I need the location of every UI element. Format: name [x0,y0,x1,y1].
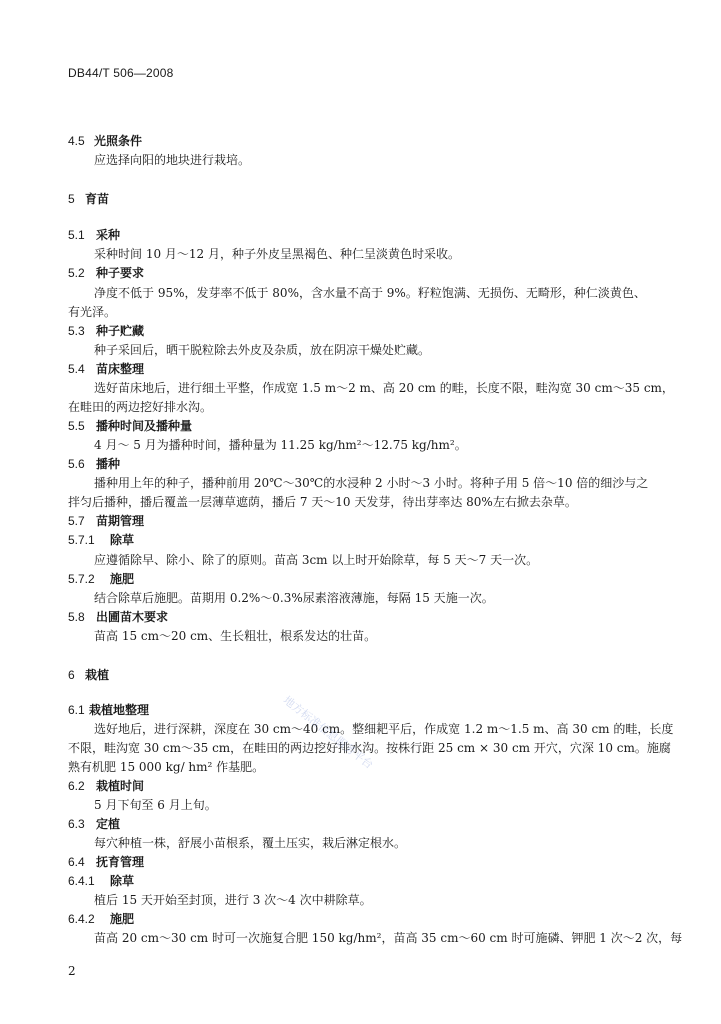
paragraph-text: 每穴种植一株，舒展小苗根系，覆土压实，栽后淋定根水。 [94,836,407,850]
section-number: 5.7.1 [68,533,95,547]
paragraph [0,890,721,910]
section-5-8-heading [0,607,721,627]
section-5-3-heading [0,321,721,341]
section-number: 5.1 [68,228,85,242]
section-number: 6.1 [68,703,85,717]
paragraph-text: 净度不低于 95%，发芽率不低于 80%，含水量不高于 9%。籽粒饱满、无损伤、无畸形，种仁淡黄色、 [94,286,646,300]
section-6-4-1-heading [0,871,721,891]
paragraph-text: 选好苗床地后，进行细土平整，作成宽 1.5 m～2 m、高 20 cm 的畦，长度不限，畦沟宽 30 cm～35 cm， [94,381,674,395]
standard-code: DB44/T 506—2008 [68,66,174,80]
chapter-number: 5 [68,192,75,206]
paragraph-text: 应遵循除早、除小、除了的原则。苗高 3cm 以上时开始除草，每 5 天～7 天一次。 [94,553,539,567]
section-title: 苗期管理 [96,514,145,528]
section-6-4-heading [0,852,721,872]
section-title: 栽植地整理 [89,703,150,717]
section-6-1-heading [0,700,721,720]
paragraph-text: 结合除草后施肥。苗期用 0.2%～0.3%尿素溶液薄施，每隔 15 天施一次。 [94,591,494,605]
section-5-5-heading [0,416,721,436]
paragraph [0,588,721,608]
section-number: 6.4.1 [68,874,95,888]
section-title: 栽植时间 [96,779,145,793]
section-number: 5.2 [68,266,85,280]
section-5-6-heading [0,454,721,474]
section-5-7-2-heading [0,569,721,589]
paragraph-text: 播种用上年的种子，播种前用 20℃～30℃的水浸种 2 小时～3 小时。将种子用 5 倍～10 倍的细沙与之 [94,476,649,490]
paragraph-text: 应选择向阳的地块进行栽培。 [94,153,251,167]
paragraph-text: 4 月～ 5 月为播种时间，播种量为 11.25 kg/hm²～12.75 kg/hm²。 [94,438,467,452]
section-title: 施肥 [110,912,135,926]
page-number: 2 [68,964,76,978]
section-title: 播种时间及播种量 [96,419,193,433]
section-title: 种子要求 [96,266,145,280]
paragraph-text: 拌匀后播种，播后覆盖一层薄草遮荫，播后 7 天～10 天发芽，待出芽率达 80%左右掀去杂草。 [68,495,577,509]
section-4-5-heading [0,131,721,151]
section-title: 光照条件 [94,134,143,148]
paragraph-line [0,302,721,322]
paragraph [0,928,721,948]
section-title: 采种 [96,228,121,242]
chapter-title: 育苗 [85,192,110,206]
section-title: 除草 [110,874,135,888]
paragraph-text: 不限，畦沟宽 30 cm～35 cm，在畦田的两边挖好排水沟。按株行距 25 cm × 30 cm 开穴，穴深 10 cm。施腐 [68,741,671,755]
section-title: 施肥 [110,572,135,586]
paragraph [0,150,721,170]
section-number: 6.4.2 [68,912,95,926]
section-number: 6.4 [68,855,85,869]
watermark: 地方标准信息服务平台 [280,693,376,772]
paragraph-text: 选好地后，进行深耕，深度在 30 cm～40 cm。整细耙平后，作成宽 1.2 m～1.5 m、高 30 cm 的畦，长度 [94,722,674,736]
section-title: 播种 [96,457,121,471]
section-5-7-heading [0,511,721,531]
chapter-6-heading [0,665,721,685]
section-5-2-heading [0,263,721,283]
section-title: 种子贮藏 [96,324,145,338]
paragraph [0,550,721,570]
section-title: 除草 [110,533,135,547]
paragraph [0,244,721,264]
paragraph-text: 种子采回后，晒干脱粒除去外皮及杂质，放在阴凉干燥处贮藏。 [94,343,431,357]
section-number: 4.5 [68,134,85,148]
section-5-7-1-heading [0,530,721,550]
section-number: 5.6 [68,457,85,471]
paragraph [0,626,721,646]
section-title: 苗床整理 [96,362,145,376]
chapter-number: 6 [68,668,75,682]
section-5-1-heading [0,225,721,245]
section-title: 出圃苗木要求 [96,610,169,624]
paragraph-line [0,473,721,493]
section-5-4-heading [0,359,721,379]
paragraph-text: 在畦田的两边挖好排水沟。 [68,400,213,414]
paragraph-text: 苗高 20 cm～30 cm 时可一次施复合肥 150 kg/hm²，苗高 35 cm～60 cm 时可施磷、钾肥 1 次～2 次，每 [94,931,683,945]
paragraph [0,795,721,815]
paragraph-text: 植后 15 天开始至封顶，进行 3 次～4 次中耕除草。 [94,893,372,907]
section-title: 定植 [96,817,121,831]
paragraph-line [0,492,721,512]
section-number: 6.3 [68,817,85,831]
paragraph-line [0,378,721,398]
paragraph-text: 有光泽。 [68,305,117,319]
section-number: 6.2 [68,779,85,793]
chapter-title: 栽植 [85,668,110,682]
section-title: 抚育管理 [96,855,145,869]
paragraph [0,435,721,455]
section-6-2-heading [0,776,721,796]
paragraph-text: 苗高 15 cm～20 cm、生长粗壮，根系发达的壮苗。 [94,629,377,643]
section-number: 5.4 [68,362,85,376]
paragraph-text: 5 月下旬至 6 月上旬。 [94,798,217,812]
section-6-4-2-heading [0,909,721,929]
section-number: 5.5 [68,419,85,433]
paragraph-line [0,283,721,303]
section-number: 5.7.2 [68,572,95,586]
paragraph-line [0,397,721,417]
paragraph-line [0,719,721,739]
paragraph-text: 采种时间 10 月～12 月，种子外皮呈黑褐色、种仁呈淡黄色时采收。 [94,247,460,261]
section-number: 5.8 [68,610,85,624]
paragraph [0,833,721,853]
section-number: 5.3 [68,324,85,338]
paragraph-text: 熟有机肥 15 000 kg/ hm² 作基肥。 [68,760,265,774]
paragraph [0,340,721,360]
section-number: 5.7 [68,514,85,528]
chapter-5-heading [0,189,721,209]
section-6-3-heading [0,814,721,834]
